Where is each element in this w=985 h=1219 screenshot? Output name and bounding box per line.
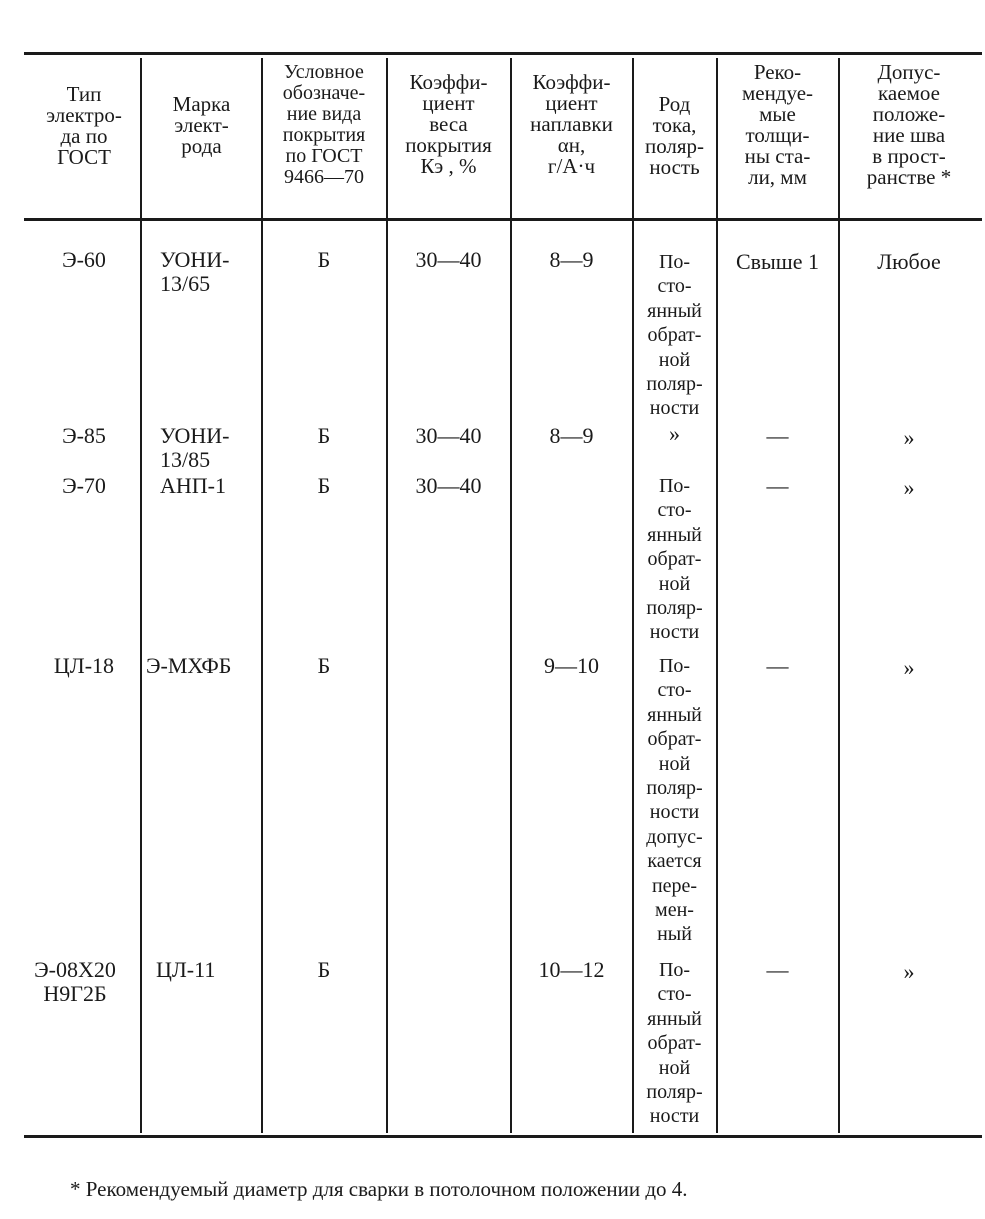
cell-type: Э-85 — [62, 423, 106, 448]
cell-type: Э-70 — [62, 473, 106, 498]
table-top-rule — [24, 52, 982, 55]
column-divider — [386, 58, 388, 1133]
cell-current-polarity: По- сто- янный обрат- ной поляр- ности — [646, 959, 703, 1128]
cell-deposition-coefficient: 8—9 — [549, 247, 594, 272]
header-coating-designation: Условное обозначе- ние вида покрытия по ГОСТ 9466—70 — [282, 61, 366, 188]
header-coating-weight-coefficient: Коэффи- циент веса покрытия Кэ , % — [405, 70, 492, 178]
cell-type: Э-08Х20 Н9Г2Б — [34, 957, 116, 1006]
cell-thickness: — — [766, 957, 789, 982]
cell-current-polarity: » — [669, 421, 680, 446]
cell-position: » — [903, 959, 915, 984]
cell-coating: Б — [317, 423, 331, 448]
table-bottom-rule — [24, 1135, 982, 1138]
cell-brand: ЦЛ-11 — [156, 957, 216, 982]
cell-current-polarity: По- сто- янный обрат- ной поляр- ности допус- кается пере- мен- ный — [646, 655, 703, 946]
cell-current-polarity: По- сто- янный обрат- ной поляр- ности — [646, 475, 703, 644]
cell-type: Э-60 — [62, 247, 106, 272]
cell-deposition-coefficient: 10—12 — [538, 957, 605, 982]
cell-thickness: — — [766, 653, 789, 678]
cell-thickness: — — [766, 423, 789, 448]
footnote: * Рекомендуемый диаметр для сварки в потолочном положении до 4. — [70, 1177, 688, 1201]
cell-brand: Э-МХФБ — [146, 653, 232, 678]
header-weld-position: Допус- каемое положе- ние шва в прост- ранстве * — [866, 60, 952, 189]
cell-coating: Б — [317, 957, 331, 982]
cell-position: Любое — [877, 249, 941, 274]
cell-position: » — [903, 475, 915, 500]
cell-position: » — [903, 425, 915, 450]
cell-brand: УОНИ- 13/85 — [160, 423, 230, 472]
cell-thickness: Свыше 1 — [735, 249, 820, 274]
header-electrode-brand: Марка элект- рода — [172, 92, 231, 158]
cell-weight-coefficient: 30—40 — [415, 473, 482, 498]
cell-type: ЦЛ-18 — [53, 653, 115, 678]
cell-brand: АНП-1 — [160, 473, 226, 498]
cell-coating: Б — [317, 653, 331, 678]
cell-thickness: — — [766, 473, 789, 498]
header-electrode-type: Тип электро- да по ГОСТ — [46, 82, 122, 169]
cell-weight-coefficient: 30—40 — [415, 423, 482, 448]
cell-deposition-coefficient: 8—9 — [549, 423, 594, 448]
cell-current-polarity: По- сто- янный обрат- ной поляр- ности — [646, 251, 703, 420]
header-recommended-thickness: Реко- мендуе- мые толщи- ны ста- ли, мм — [741, 60, 814, 189]
header-current-polarity: Род тока, поляр- ность — [644, 92, 705, 179]
cell-brand: УОНИ- 13/65 — [160, 247, 230, 296]
cell-coating: Б — [317, 473, 331, 498]
column-divider — [140, 58, 142, 1133]
cell-coating: Б — [317, 247, 331, 272]
cell-position: » — [903, 655, 915, 680]
cell-deposition-coefficient: 9—10 — [544, 653, 599, 678]
cell-weight-coefficient: 30—40 — [415, 247, 482, 272]
header-deposition-coefficient: Коэффи- циент наплавки αн, г/А·ч — [530, 70, 613, 178]
